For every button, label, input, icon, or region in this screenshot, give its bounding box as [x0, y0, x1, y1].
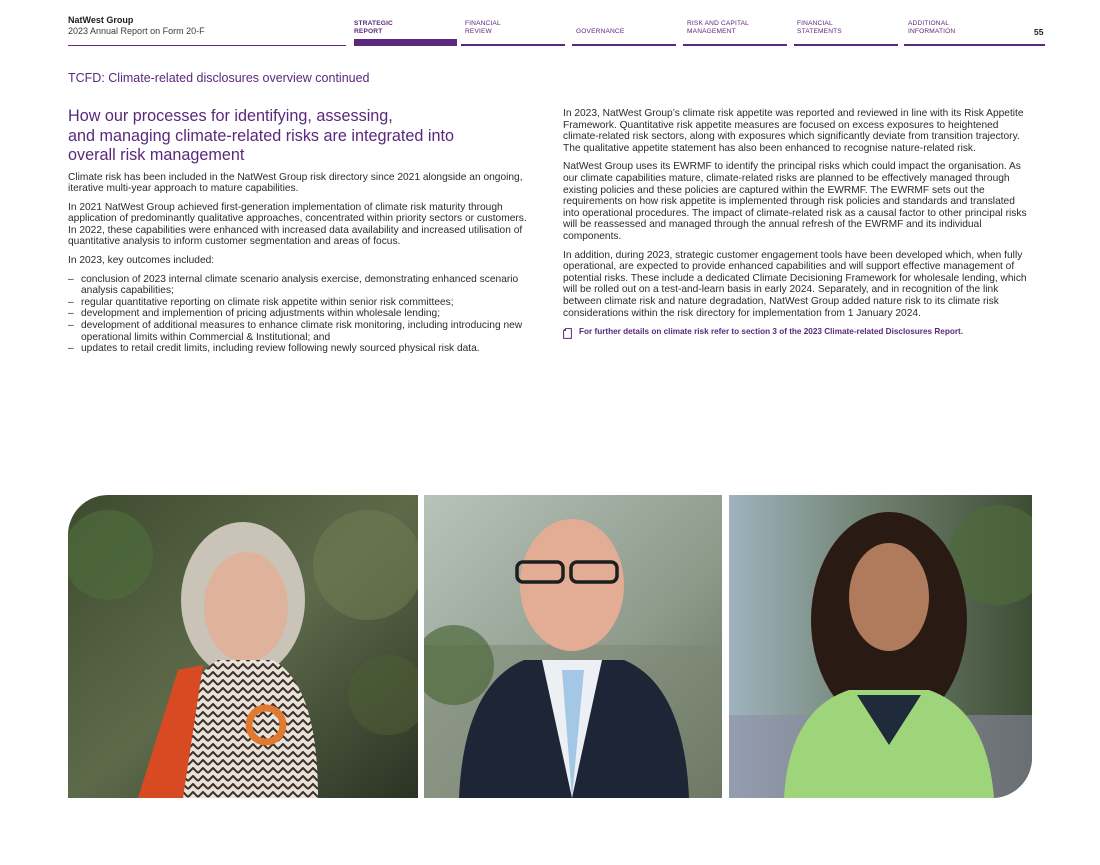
nav-label-line2: STATEMENTS [797, 27, 842, 35]
nav-label-line1: ADDITIONAL [908, 20, 950, 27]
report-header [68, 15, 205, 37]
nav-label-line1: RISK AND CAPITAL [687, 20, 750, 27]
paragraph: In addition, during 2023, strategic customer engagement tools have been developed which, when fully operational, are expected to provide enhanced capabilities and will support effective management of potential risks. These include a dedicated Climate Decisioning Framework for wholesale lending, which will be rolled out on a test-and-learn basis in early 2024. Separately, and in recognition of the link between climate risk and nature degradation, NatWest Group added nature risk to its climate risk considerations within the risk directory for implementation from 1 January 2024. [563, 249, 1027, 319]
left-column [68, 107, 530, 355]
nav-label-line1 [576, 20, 624, 28]
nav-label-line2: REVIEW [465, 27, 492, 35]
document-icon [563, 328, 572, 339]
paragraph: In 2023, key outcomes included: [68, 255, 215, 267]
paragraph: NatWest Group uses its EWRMF to identify the principal risks which could impact the organisation. As our climate capabilities mature, climate-related risks are planned to be effectively managed through existing policies and these policies are captured within the EWRMF. The EWRMF sets out the requirements on how risk appetite is implemented through risk policies and standards and translated into operational procedures. The impact of climate-related risk as a causal factor to other principal risks will be reassessed and managed through the annual refresh of the EWRMF and its individual components. [563, 161, 1027, 242]
nav-label-line2: GOVERNANCE [576, 27, 625, 35]
nav-governance[interactable] [576, 20, 624, 35]
report-title: 2023 Annual Report on Form 20-F [68, 26, 205, 36]
further-details-link[interactable] [563, 327, 1033, 339]
nav-label-line2: INFORMATION [908, 27, 956, 35]
nav-underline [904, 44, 1045, 46]
nav-label-line1: FINANCIAL [465, 20, 501, 27]
section-title: TCFD: Climate-related disclosures overview continued [68, 71, 370, 85]
nav-underline [572, 44, 676, 46]
nav-additional-information[interactable] [908, 20, 955, 35]
right-column [563, 108, 1033, 339]
paragraph: In 2023, NatWest Group’s climate risk appetite was reported and reviewed in line with its Risk Appetite Framework. Quantitative risk appetite measures are focused on excess exposures to heightened climate-related risk sectors, along with exposures which significantly deviate from transition trajectory. The qualitative appetite statement has also been enhanced to recognise nature-related risk. [563, 108, 1024, 154]
list-item: – regular quantitative reporting on climate risk appetite within senior risk committees; [68, 297, 530, 309]
paragraph: Climate risk has been included in the NatWest Group risk directory since 2021 alongside an ongoing, iterative multi-year approach to mature capabilities. [68, 171, 523, 195]
list-item: – updates to retail credit limits, including review following newly sourced physical risk data. [68, 343, 530, 355]
nav-financial-review[interactable] [465, 20, 501, 35]
nav-financial-statements[interactable] [797, 20, 842, 35]
nav-underline [683, 44, 787, 46]
nav-strategic-report[interactable] [354, 20, 393, 35]
heading-line: and managing climate-related risks are integrated into [68, 126, 455, 145]
portrait-photo-woman-grey-hair [68, 495, 418, 798]
nav-label-line2: REPORT [354, 27, 383, 35]
nav-active-indicator [354, 39, 457, 46]
nav-underline [794, 44, 898, 46]
paragraph: In 2021 NatWest Group achieved first-generation implementation of climate risk maturity through application of predominantly qualitative approaches, concentrated within priority sectors or customers. In 2022, these capabilities were enhanced with increased data availability and increased utilisation of quantitative analysis to inform customer segmentation and areas of focus. [68, 201, 527, 248]
portrait-photo-man-glasses [424, 495, 722, 798]
further-details-text: For further details on climate risk refer to section 3 of the 2023 Climate-related Disclosures Report. [579, 327, 964, 337]
heading-line: overall risk management [68, 146, 245, 164]
nav-label-line2: MANAGEMENT [687, 27, 736, 35]
portrait-photo-woman-curly-hair [729, 495, 1032, 798]
list-item: – conclusion of 2023 internal climate scenario analysis exercise, demonstrating enhanced scenario analysis capabilities; [68, 274, 530, 297]
section-heading [68, 107, 530, 166]
key-outcomes-list [68, 274, 530, 355]
header-rule [68, 45, 346, 46]
page-number: 55 [1034, 27, 1044, 37]
nav-label-line1: FINANCIAL [797, 20, 833, 27]
nav-underline [461, 44, 565, 46]
nav-risk-capital-management[interactable] [687, 20, 749, 35]
nav-label-line1: STRATEGIC [354, 20, 393, 27]
heading-line: How our processes for identifying, assessing, [68, 107, 393, 125]
list-item: – development and implemention of pricing adjustments within wholesale lending; [68, 308, 530, 320]
company-name: NatWest Group [68, 15, 134, 25]
list-item: – development of additional measures to enhance climate risk monitoring, including introducing new operational limits within Commercial & Institutional; and [68, 320, 530, 343]
